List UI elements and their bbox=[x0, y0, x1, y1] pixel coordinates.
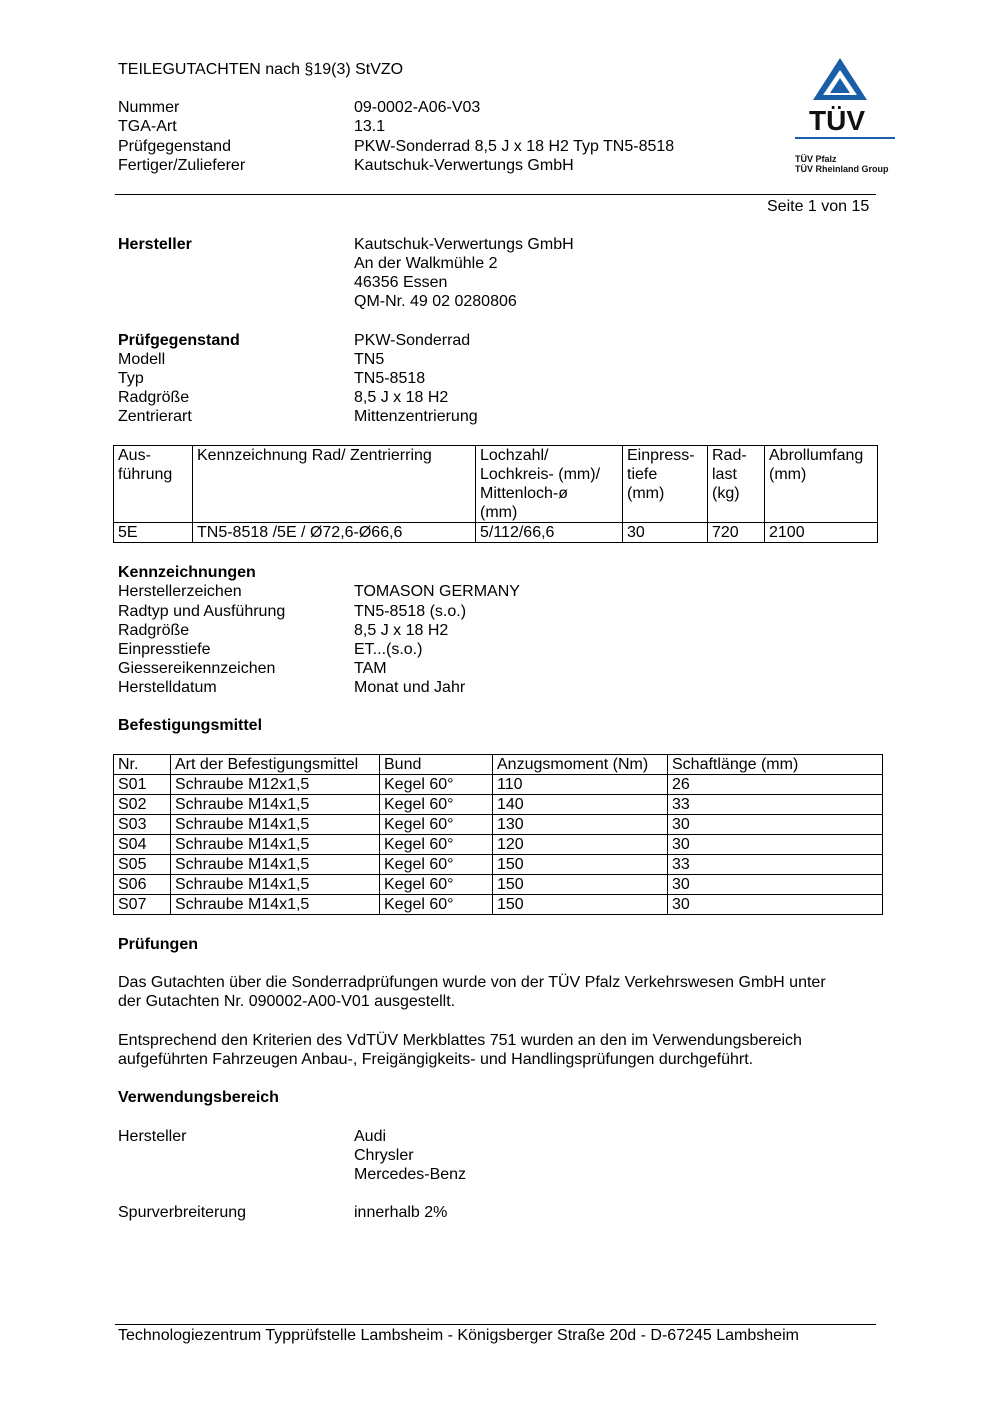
cell-bund: Kegel 60° bbox=[380, 815, 493, 835]
hersteller-line-4: QM-Nr. 49 02 0280806 bbox=[354, 293, 517, 310]
radgroesse-value: 8,5 J x 18 H2 bbox=[354, 389, 449, 406]
header-cell-art: Art der Befestigungsmittel bbox=[171, 755, 380, 775]
pruefungen-heading: Prüfungen bbox=[118, 936, 198, 953]
cell-anzugsmoment: 150 bbox=[493, 875, 668, 895]
cell-kennzeichnung: TN5-8518 /5E / Ø72,6-Ø66,6 bbox=[193, 523, 476, 543]
cell-nr: S04 bbox=[114, 835, 171, 855]
tuv-logo bbox=[795, 56, 895, 176]
pruefungen-para1-line2: der Gutachten Nr. 090002-A00-V01 ausgestellt. bbox=[118, 993, 456, 1010]
table-header-row bbox=[114, 755, 883, 775]
field-label-fertiger: Fertiger/Zulieferer bbox=[118, 157, 246, 174]
table-row bbox=[114, 855, 883, 875]
hersteller-heading: Hersteller bbox=[118, 236, 192, 253]
cell-bund: Kegel 60° bbox=[380, 795, 493, 815]
header-cell-abrollumfang: Abrollumfang (mm) bbox=[765, 446, 878, 523]
cell-art: Schraube M14x1,5 bbox=[171, 875, 380, 895]
footer-divider bbox=[115, 1324, 876, 1325]
field-value-fertiger: Kautschuk-Verwertungs GmbH bbox=[354, 157, 574, 174]
header-cell-ausfuehrung: Aus- führung bbox=[114, 446, 193, 523]
header-cell-einpresstiefe: Einpress- tiefe (mm) bbox=[623, 446, 708, 523]
header-cell-kennzeichnung: Kennzeichnung Rad/ Zentrierring bbox=[193, 446, 476, 523]
logo-text: TÜV bbox=[809, 105, 865, 136]
cell-nr: S07 bbox=[114, 895, 171, 915]
spurverbreiterung-label: Spurverbreiterung bbox=[118, 1204, 247, 1221]
verwendungsbereich-heading: Verwendungsbereich bbox=[118, 1089, 279, 1106]
wheel-spec-table bbox=[113, 445, 878, 543]
field-value-tga-art: 13.1 bbox=[354, 118, 386, 135]
cell-bund: Kegel 60° bbox=[380, 895, 493, 915]
cell-art: Schraube M14x1,5 bbox=[171, 815, 380, 835]
spurverbreiterung-value: innerhalb 2% bbox=[354, 1204, 448, 1221]
radgroesse-label: Radgröße bbox=[118, 389, 190, 406]
cell-schaftlaenge: 30 bbox=[668, 895, 883, 915]
cell-anzugsmoment: 120 bbox=[493, 835, 668, 855]
kz-label-3: Radgröße bbox=[118, 622, 190, 639]
cell-nr: S06 bbox=[114, 875, 171, 895]
hersteller-line-2: An der Walkmühle 2 bbox=[354, 255, 498, 272]
vb-hersteller-3: Mercedes-Benz bbox=[354, 1166, 467, 1183]
table-row bbox=[114, 875, 883, 895]
header-cell-bund: Bund bbox=[380, 755, 493, 775]
pruefungen-para2-line2: aufgeführten Fahrzeugen Anbau-, Freigängigkeits- und Handlingsprüfungen durchgeführt. bbox=[118, 1051, 754, 1068]
typ-label: Typ bbox=[118, 370, 144, 387]
kennzeichnungen-heading: Kennzeichnungen bbox=[118, 564, 256, 581]
cell-ausfuehrung: 5E bbox=[114, 523, 193, 543]
cell-art: Schraube M14x1,5 bbox=[171, 795, 380, 815]
table-row bbox=[114, 523, 878, 543]
befestigungsmittel-heading: Befestigungsmittel bbox=[118, 717, 263, 734]
cell-nr: S01 bbox=[114, 775, 171, 795]
zentrierart-value: Mittenzentrierung bbox=[354, 408, 478, 425]
kz-label-5: Giessereikennzeichen bbox=[118, 660, 276, 677]
pruefgegenstand-value: PKW-Sonderrad bbox=[354, 332, 471, 349]
cell-abrollumfang: 2100 bbox=[765, 523, 878, 543]
vb-hersteller-1: Audi bbox=[354, 1128, 387, 1145]
table-row bbox=[114, 775, 883, 795]
kz-value-1: TOMASON GERMANY bbox=[354, 583, 520, 600]
cell-bund: Kegel 60° bbox=[380, 835, 493, 855]
kz-label-4: Einpresstiefe bbox=[118, 641, 211, 658]
logo-sub2: TÜV Rheinland Group bbox=[795, 164, 889, 174]
modell-value: TN5 bbox=[354, 351, 385, 368]
typ-value: TN5-8518 bbox=[354, 370, 426, 387]
table-header-row bbox=[114, 446, 878, 523]
field-label-nummer: Nummer bbox=[118, 99, 180, 116]
cell-nr: S02 bbox=[114, 795, 171, 815]
cell-art: Schraube M14x1,5 bbox=[171, 835, 380, 855]
kz-label-6: Herstelldatum bbox=[118, 679, 217, 696]
cell-art: Schraube M12x1,5 bbox=[171, 775, 380, 795]
kz-value-6: Monat und Jahr bbox=[354, 679, 466, 696]
cell-lochzahl: 5/112/66,6 bbox=[476, 523, 623, 543]
cell-nr: S05 bbox=[114, 855, 171, 875]
page-number: Seite 1 von 15 bbox=[767, 198, 870, 215]
table-row bbox=[114, 835, 883, 855]
header-cell-radlast: Rad- last (kg) bbox=[708, 446, 765, 523]
field-label-tga-art: TGA-Art bbox=[118, 118, 177, 135]
kz-label-1: Herstellerzeichen bbox=[118, 583, 242, 600]
cell-schaftlaenge: 33 bbox=[668, 855, 883, 875]
table-row bbox=[114, 895, 883, 915]
kz-value-4: ET...(s.o.) bbox=[354, 641, 423, 658]
kz-value-5: TAM bbox=[354, 660, 387, 677]
cell-bund: Kegel 60° bbox=[380, 855, 493, 875]
hersteller-line-1: Kautschuk-Verwertungs GmbH bbox=[354, 236, 574, 253]
cell-radlast: 720 bbox=[708, 523, 765, 543]
cell-art: Schraube M14x1,5 bbox=[171, 855, 380, 875]
field-label-pruefgegenstand: Prüfgegenstand bbox=[118, 138, 231, 155]
cell-anzugsmoment: 130 bbox=[493, 815, 668, 835]
cell-anzugsmoment: 110 bbox=[493, 775, 668, 795]
field-value-pruefgegenstand: PKW-Sonderrad 8,5 J x 18 H2 Typ TN5-8518 bbox=[354, 138, 675, 155]
cell-bund: Kegel 60° bbox=[380, 875, 493, 895]
field-value-nummer: 09-0002-A06-V03 bbox=[354, 99, 481, 116]
header-cell-anzugsmoment: Anzugsmoment (Nm) bbox=[493, 755, 668, 775]
kz-label-2: Radtyp und Ausführung bbox=[118, 603, 286, 620]
cell-anzugsmoment: 140 bbox=[493, 795, 668, 815]
header-cell-nr: Nr. bbox=[114, 755, 171, 775]
pruefungen-para1-line1: Das Gutachten über die Sonderradprüfungen wurde von der TÜV Pfalz Verkehrswesen GmbH unter bbox=[118, 974, 826, 991]
document-title: TEILEGUTACHTEN nach §19(3) StVZO bbox=[118, 61, 404, 78]
header-cell-schaftlaenge: Schaftlänge (mm) bbox=[668, 755, 883, 775]
modell-label: Modell bbox=[118, 351, 166, 368]
cell-schaftlaenge: 30 bbox=[668, 875, 883, 895]
hersteller-line-3: 46356 Essen bbox=[354, 274, 448, 291]
cell-anzugsmoment: 150 bbox=[493, 855, 668, 875]
pruefungen-para2-line1: Entsprechend den Kriterien des VdTÜV Merkblattes 751 wurden an den im Verwendungsbereich bbox=[118, 1032, 802, 1049]
cell-anzugsmoment: 150 bbox=[493, 895, 668, 915]
zentrierart-label: Zentrierart bbox=[118, 408, 192, 425]
vb-hersteller-label: Hersteller bbox=[118, 1128, 187, 1145]
table-row bbox=[114, 815, 883, 835]
footer-address: Technologiezentrum Typprüfstelle Lambsheim - Königsberger Straße 20d - D-67245 Lambsheim bbox=[118, 1327, 799, 1344]
kz-value-2: TN5-8518 (s.o.) bbox=[354, 603, 467, 620]
header-cell-lochzahl: Lochzahl/ Lochkreis- (mm)/ Mittenloch-ø (mm) bbox=[476, 446, 623, 523]
cell-schaftlaenge: 30 bbox=[668, 835, 883, 855]
header-divider bbox=[115, 194, 876, 195]
cell-art: Schraube M14x1,5 bbox=[171, 895, 380, 915]
vb-hersteller-2: Chrysler bbox=[354, 1147, 414, 1164]
logo-sub1: TÜV Pfalz bbox=[795, 154, 837, 164]
cell-schaftlaenge: 26 bbox=[668, 775, 883, 795]
cell-nr: S03 bbox=[114, 815, 171, 835]
kz-value-3: 8,5 J x 18 H2 bbox=[354, 622, 449, 639]
table-row bbox=[114, 795, 883, 815]
cell-schaftlaenge: 33 bbox=[668, 795, 883, 815]
cell-bund: Kegel 60° bbox=[380, 775, 493, 795]
cell-schaftlaenge: 30 bbox=[668, 815, 883, 835]
pruefgegenstand-heading: Prüfgegenstand bbox=[118, 332, 240, 349]
bolt-table bbox=[113, 754, 883, 915]
cell-einpresstiefe: 30 bbox=[623, 523, 708, 543]
